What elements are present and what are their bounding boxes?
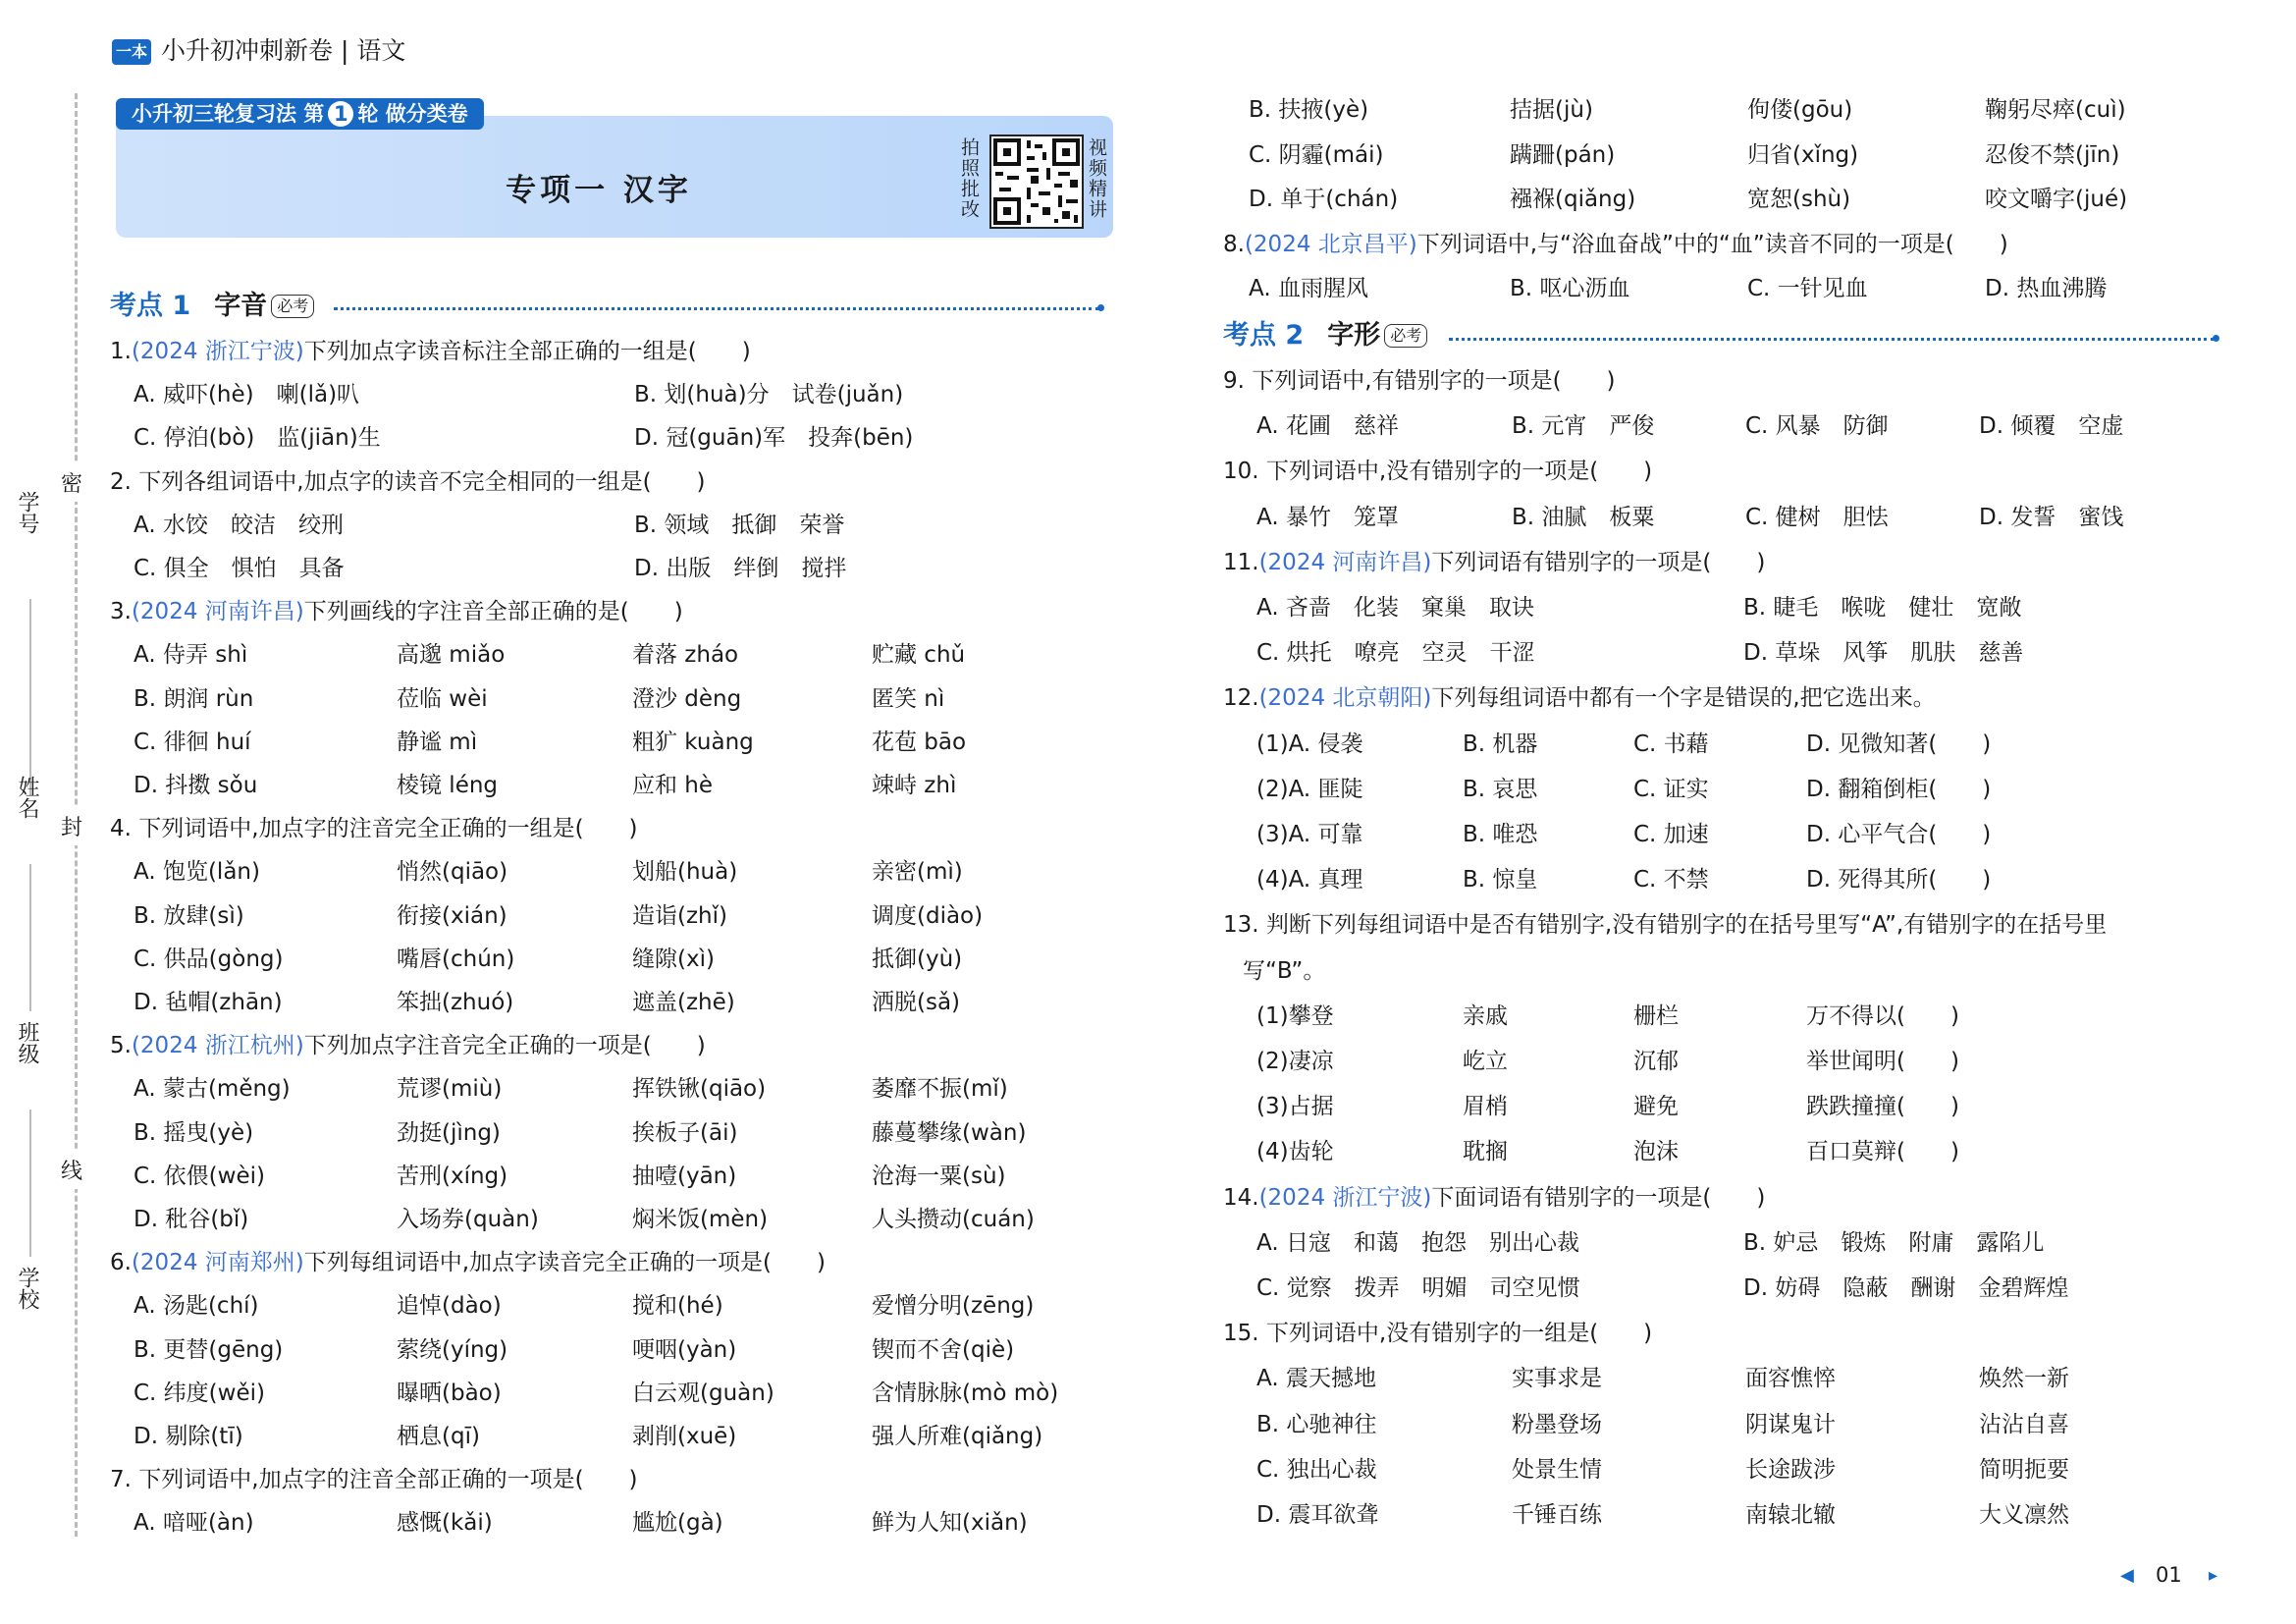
margin-label-school: 学校 xyxy=(15,1267,39,1310)
option-item: 造诣(zhǐ) xyxy=(632,902,727,929)
seal-char-2: 封 xyxy=(61,807,82,845)
option-item: 亲密(mì) xyxy=(872,859,963,886)
option-item: 沾沾自喜 xyxy=(1979,1411,2069,1437)
document-title: 小升初冲刺新卷 | 语文 xyxy=(161,36,406,65)
option-item: (3)A. 可靠 xyxy=(1256,822,1363,847)
option-item: 莅临 wèi xyxy=(397,685,488,712)
question-text: 下面词语有错别字的一项是( ) xyxy=(1431,1184,1766,1211)
kaodian-2-heading xyxy=(1223,316,1427,355)
option-pair: D. 出版 绊倒 搅拌 xyxy=(634,556,847,581)
question-text: 11. xyxy=(1223,549,1259,575)
option-item: 调度(diào) xyxy=(872,902,984,929)
option-item: 举世闻明( ) xyxy=(1806,1049,1959,1074)
seal-char-1: 密 xyxy=(61,463,82,502)
question-text: 5. xyxy=(110,1033,132,1059)
option-item: D. 毡帽(zhān) xyxy=(133,990,283,1015)
option-item: 藤蔓攀缘(wàn) xyxy=(872,1119,1027,1146)
question-text: 15. 下列词语中,没有错别字的一组是( ) xyxy=(1223,1321,1653,1347)
option-item: 眉梢 xyxy=(1463,1094,1508,1120)
option-item: 苦刑(xíng) xyxy=(397,1163,508,1189)
question-text: 3. xyxy=(110,599,132,625)
option-item: 追悼(dào) xyxy=(397,1293,502,1320)
option-item: 洒脱(sǎ) xyxy=(872,990,961,1015)
question-stem xyxy=(110,1030,706,1061)
question-text: 下列每组词语中都有一个字是错误的,把它选出来。 xyxy=(1431,685,1936,712)
option-item: B. 哀思 xyxy=(1463,776,1538,802)
option-item: A. 血雨腥风 xyxy=(1249,276,1368,301)
question-stem xyxy=(110,1464,638,1495)
option-item: B. 呕心沥血 xyxy=(1510,276,1630,301)
option-item: 静谧 mì xyxy=(397,729,478,755)
option-item: 粗犷 kuàng xyxy=(632,729,754,755)
option-item: A. 汤匙(chí) xyxy=(133,1293,259,1320)
option-item: D. 发誓 蜜饯 xyxy=(1979,504,2124,530)
option-item: 竦峙 zhì xyxy=(872,773,957,798)
kaodian-2-dot xyxy=(2213,335,2219,342)
option-item: (2)凄凉 xyxy=(1256,1049,1334,1074)
question-stem xyxy=(110,596,683,627)
option-item: D. 剔除(tī) xyxy=(133,1424,243,1449)
option-item: 白云观(guàn) xyxy=(632,1380,774,1406)
review-method-tag xyxy=(116,98,484,130)
question-stem xyxy=(1223,547,1765,578)
question-source: (2024 北京朝阳) xyxy=(1258,685,1432,712)
option-item: 忍俊不禁(jīn) xyxy=(1985,141,2120,168)
option-item: 佝偻(gōu) xyxy=(1747,97,1853,123)
option-item: C. 证实 xyxy=(1633,776,1709,802)
option-item: 萦绕(yíng) xyxy=(397,1336,508,1363)
option-pair: D. 草垛 风筝 肌肤 慈善 xyxy=(1743,640,2024,667)
option-item: 尴尬(gà) xyxy=(632,1510,723,1537)
option-item: 花苞 bāo xyxy=(872,729,967,755)
option-item: C. 徘徊 huí xyxy=(133,729,251,755)
option-item: 简明扼要 xyxy=(1979,1456,2069,1483)
option-item: B. 放肆(sì) xyxy=(133,902,244,929)
option-item: 栖息(qī) xyxy=(397,1424,480,1449)
qr-code-icon[interactable] xyxy=(989,135,1084,229)
brand-logo: 一本 xyxy=(112,39,151,65)
question-text: 14. xyxy=(1223,1184,1259,1211)
option-item: B. 朗润 rùn xyxy=(133,685,254,712)
option-item: 人头攒动(cuán) xyxy=(872,1207,1035,1232)
question-source: (2024 浙江宁波) xyxy=(1258,1184,1432,1211)
qr-note-left: 拍照批改 xyxy=(958,137,980,220)
question-text: 2. 下列各组词语中,加点字的读音不完全相同的一组是( ) xyxy=(110,468,706,495)
option-item: A. 饱览(lǎn) xyxy=(133,859,260,886)
round-number-badge: 1 xyxy=(328,101,353,127)
question-stem xyxy=(1223,1182,1765,1214)
option-item: D. 震耳欲聋 xyxy=(1256,1502,1379,1528)
kaodian-1-dot xyxy=(1097,304,1104,311)
qr-note-right: 视频精讲 xyxy=(1086,137,1107,220)
option-item: D. 死得其所( ) xyxy=(1806,867,1992,893)
option-item: 入场券(quàn) xyxy=(397,1207,539,1232)
option-item: C. 加速 xyxy=(1633,822,1709,847)
option-item: (4)齿轮 xyxy=(1256,1139,1334,1165)
option-item: 爱憎分明(zēng) xyxy=(872,1293,1035,1320)
option-item: 焖米饭(mèn) xyxy=(632,1207,769,1232)
option-item: 着落 zháo xyxy=(632,642,739,669)
option-item: (2)A. 匪陡 xyxy=(1256,776,1363,802)
option-item: C. 依偎(wèi) xyxy=(133,1163,265,1189)
margin-rule xyxy=(29,864,31,1011)
option-item: 棱镜 léng xyxy=(397,773,499,798)
option-item: 长途跋涉 xyxy=(1745,1456,1836,1483)
question-stem xyxy=(1223,229,2008,260)
option-item: 咬文嚼字(jué) xyxy=(1985,187,2128,212)
option-item: 跌跌撞撞( ) xyxy=(1806,1094,1959,1120)
option-item: (4)A. 真理 xyxy=(1256,867,1363,893)
option-item: 劲挺(jìng) xyxy=(397,1119,501,1146)
option-item: 匿笑 nì xyxy=(872,685,945,712)
option-item: 千锤百练 xyxy=(1512,1502,1602,1528)
option-item: (1)攀登 xyxy=(1256,1002,1334,1029)
option-item: 沧海一粟(sù) xyxy=(872,1163,1006,1189)
option-item: 亲戚 xyxy=(1463,1002,1508,1029)
question-text: 下列加点字读音标注全部正确的一组是( ) xyxy=(303,339,751,364)
question-text: 10. 下列词语中,没有错别字的一项是( ) xyxy=(1223,459,1653,485)
option-pair: B. 睫毛 喉咙 健壮 宽敞 xyxy=(1743,595,2022,621)
option-item: C. 书藉 xyxy=(1633,731,1709,757)
question-source: (2024 浙江宁波) xyxy=(131,339,304,364)
question-text: 4. 下列词语中,加点字的注音完全正确的一组是( ) xyxy=(110,816,638,842)
option-item: D. 抖擞 sǒu xyxy=(133,773,258,798)
question-text: 下列词语有错别字的一项是( ) xyxy=(1431,549,1766,575)
option-item: C. 不禁 xyxy=(1633,867,1709,893)
option-item: 贮藏 chǔ xyxy=(872,642,966,669)
option-item: 笨拙(zhuó) xyxy=(397,990,514,1015)
kaodian-name: 字形 xyxy=(1327,320,1381,351)
option-item: D. 翻箱倒柜( ) xyxy=(1806,776,1992,802)
option-item: B. 元宵 严俊 xyxy=(1512,413,1655,440)
option-item: B. 心驰神往 xyxy=(1256,1411,1377,1437)
option-item: (1)A. 侵袭 xyxy=(1256,731,1363,757)
option-item: 萎靡不振(mǐ) xyxy=(872,1076,1008,1103)
option-item: 粉墨登场 xyxy=(1512,1411,1602,1437)
option-item: 栅栏 xyxy=(1633,1002,1679,1029)
option-pair: D. 妨碍 隐蔽 酬谢 金碧辉煌 xyxy=(1743,1275,2069,1301)
option-item: 阴谋鬼计 xyxy=(1745,1411,1836,1437)
question-source: (2024 河南许昌) xyxy=(1258,549,1432,575)
question-text: 下列词语中,与“浴血奋战”中的“血”读音不同的一项是( ) xyxy=(1416,231,2008,257)
option-item: 鲜为人知(xiǎn) xyxy=(872,1510,1028,1537)
option-item: 百口莫辩( ) xyxy=(1806,1139,1959,1165)
margin-rule xyxy=(29,599,31,795)
option-item: C. 健树 胆怯 xyxy=(1745,504,1889,530)
option-pair: C. 俱全 惧怕 具备 xyxy=(133,556,345,581)
option-item: 沉郁 xyxy=(1633,1049,1679,1074)
option-item: 蹒跚(pán) xyxy=(1510,141,1616,168)
option-item: 剥削(xuē) xyxy=(632,1424,737,1449)
option-item: C. 一针见血 xyxy=(1747,276,1868,301)
margin-rule xyxy=(29,1110,31,1257)
option-item: 应和 hè xyxy=(632,773,714,798)
option-item: 实事求是 xyxy=(1512,1366,1602,1392)
option-pair: B. 妒忌 锻炼 附庸 露陷儿 xyxy=(1743,1229,2045,1256)
page-number: 01 xyxy=(2156,1563,2182,1587)
question-stem xyxy=(110,1247,826,1278)
option-item: 荒谬(miù) xyxy=(397,1076,503,1103)
option-item: 襁褓(qiǎng) xyxy=(1510,187,1636,212)
option-item: B. 更替(gēng) xyxy=(133,1336,284,1363)
option-pair: A. 威吓(hè) 喇(lǎ)叭 xyxy=(133,382,360,408)
question-text: 12. xyxy=(1223,685,1259,712)
option-item: 衔接(xián) xyxy=(397,902,507,929)
option-item: 澄沙 dèng xyxy=(632,685,742,712)
question-text: 下列加点字注音完全正确的一项是( ) xyxy=(303,1033,706,1059)
option-item: A. 花圃 慈祥 xyxy=(1256,413,1399,440)
option-item: 抽噎(yān) xyxy=(632,1163,737,1189)
option-item: 鞠躬尽瘁(cuì) xyxy=(1985,97,2126,123)
question-text: 8. xyxy=(1223,231,1245,257)
must-test-badge: 必考 xyxy=(271,295,314,318)
option-item: 屹立 xyxy=(1463,1049,1508,1074)
option-item: D. 热血沸腾 xyxy=(1985,276,2108,301)
question-stem xyxy=(1223,456,1652,487)
option-item: C. 阴霾(mái) xyxy=(1249,141,1384,168)
option-item: 处景生情 xyxy=(1512,1456,1602,1483)
option-item: 缝隙(xì) xyxy=(632,946,715,972)
option-pair: D. 冠(guān)军 投奔(bēn) xyxy=(634,425,914,452)
option-item: C. 纬度(wěi) xyxy=(133,1380,265,1406)
option-item: D. 秕谷(bǐ) xyxy=(133,1207,249,1232)
kaodian-2-rule xyxy=(1449,338,2215,341)
option-item: D. 单于(chán) xyxy=(1249,187,1399,212)
question-text: 13. 判断下列每组词语中是否有错别字,没有错别字的在括号里写“A”,有错别字的在括号里 xyxy=(1223,912,2108,939)
option-item: 万不得以( ) xyxy=(1806,1002,1959,1029)
option-item: B. 摇曳(yè) xyxy=(133,1119,254,1146)
option-item: D. 见微知著( ) xyxy=(1806,731,1992,757)
question-stem xyxy=(1223,1318,1652,1349)
kaodian-number: 考点 2 xyxy=(1223,320,1305,351)
option-item: 归省(xǐng) xyxy=(1747,141,1859,168)
question-stem-continued: 写“B”。 xyxy=(1243,957,1326,984)
question-source: (2024 河南许昌) xyxy=(131,599,304,625)
option-item: 嘴唇(chún) xyxy=(397,946,515,972)
prev-page-icon[interactable]: ◀ xyxy=(2120,1565,2134,1586)
option-item: 耽搁 xyxy=(1463,1139,1508,1165)
option-pair: C. 觉察 拨弄 明媚 司空见惯 xyxy=(1256,1275,1580,1301)
option-item: 高邈 miǎo xyxy=(397,642,506,669)
option-item: 感慨(kǎi) xyxy=(397,1510,493,1537)
option-item: 宽恕(shù) xyxy=(1747,187,1851,212)
next-page-icon[interactable]: ▸ xyxy=(2209,1565,2218,1586)
option-item: 面容憔悴 xyxy=(1745,1366,1836,1392)
question-text: 6. xyxy=(110,1250,132,1276)
question-text: 9. 下列词语中,有错别字的一项是( ) xyxy=(1223,368,1616,394)
option-item: 避免 xyxy=(1633,1094,1679,1120)
must-test-badge: 必考 xyxy=(1384,324,1427,348)
question-text: 1. xyxy=(110,339,132,364)
question-source: (2024 河南郑州) xyxy=(131,1250,304,1276)
option-item: 拮据(jù) xyxy=(1510,97,1593,123)
option-item: A. 暴竹 笼罩 xyxy=(1256,504,1399,530)
margin-label-student-id: 学号 xyxy=(15,491,39,534)
option-item: C. 风暴 防御 xyxy=(1745,413,1889,440)
option-pair: C. 停泊(bò) 监(jiān)生 xyxy=(133,425,381,452)
option-item: 泡沫 xyxy=(1633,1139,1679,1165)
question-text: 下列画线的字注音全部正确的是( ) xyxy=(303,599,683,625)
option-item: 挥铁锹(qiāo) xyxy=(632,1076,767,1103)
option-item: A. 侍弄 shì xyxy=(133,642,248,669)
question-stem xyxy=(110,336,751,367)
question-stem xyxy=(1223,682,1936,714)
option-item: 强人所难(qiǎng) xyxy=(872,1424,1043,1449)
option-item: A. 蒙古(měng) xyxy=(133,1076,291,1103)
option-item: 大义凛然 xyxy=(1979,1502,2069,1528)
section-title: 专项一 汉字 xyxy=(506,173,692,208)
option-pair: C. 烘托 嘹亮 空灵 干涩 xyxy=(1256,640,1535,667)
option-item: 南辕北辙 xyxy=(1745,1502,1836,1528)
option-item: 含情脉脉(mò mò) xyxy=(872,1380,1059,1406)
option-item: B. 机器 xyxy=(1463,731,1538,757)
option-item: 划船(huà) xyxy=(632,859,738,886)
option-pair: B. 领域 抵御 荣誉 xyxy=(634,512,845,538)
option-pair: A. 吝啬 化装 窠巢 取诀 xyxy=(1256,595,1534,621)
option-pair: B. 划(huà)分 试卷(juǎn) xyxy=(634,382,904,408)
seal-char-3: 线 xyxy=(61,1151,82,1189)
option-item: (3)占据 xyxy=(1256,1094,1334,1120)
question-text: 下列每组词语中,加点字读音完全正确的一项是( ) xyxy=(303,1250,827,1276)
option-item: B. 惊皇 xyxy=(1463,867,1538,893)
option-item: 焕然一新 xyxy=(1979,1366,2069,1392)
option-item: D. 倾覆 空虚 xyxy=(1979,413,2124,440)
option-item: C. 独出心裁 xyxy=(1256,1456,1377,1483)
option-item: B. 扶掖(yè) xyxy=(1249,97,1369,123)
margin-label-class: 班级 xyxy=(15,1021,39,1064)
option-item: 哽咽(yàn) xyxy=(632,1336,737,1363)
question-stem xyxy=(1223,909,2107,941)
question-text: 7. 下列词语中,加点字的注音全部正确的一项是( ) xyxy=(110,1467,638,1493)
option-item: B. 唯恐 xyxy=(1463,822,1538,847)
option-item: C. 供品(gòng) xyxy=(133,946,284,972)
kaodian-1-heading xyxy=(110,287,314,326)
option-item: 搅和(hé) xyxy=(632,1293,723,1320)
question-stem xyxy=(110,466,706,498)
margin-label-name: 姓名 xyxy=(15,776,39,819)
question-stem xyxy=(1223,365,1616,397)
option-item: D. 心平气合( ) xyxy=(1806,822,1992,847)
option-item: B. 油腻 板粟 xyxy=(1512,504,1655,530)
option-item: 悄然(qiāo) xyxy=(397,859,508,886)
option-pair: A. 水饺 皎洁 绞刑 xyxy=(133,512,344,538)
tag-text-b: 轮 做分类卷 xyxy=(357,102,468,126)
kaodian-number: 考点 1 xyxy=(110,291,191,321)
question-source: (2024 北京昌平) xyxy=(1244,231,1417,257)
option-item: 抵御(yù) xyxy=(872,946,963,972)
tag-text-a: 小升初三轮复习法 第 xyxy=(132,102,325,126)
kaodian-1-rule xyxy=(334,307,1099,310)
option-item: 曝晒(bào) xyxy=(397,1380,502,1406)
option-item: 遮盖(zhē) xyxy=(632,990,735,1015)
option-item: 锲而不舍(qiè) xyxy=(872,1336,1015,1363)
option-item: A. 震天撼地 xyxy=(1256,1366,1376,1392)
question-source: (2024 浙江杭州) xyxy=(131,1033,304,1059)
question-stem xyxy=(110,813,638,844)
kaodian-name: 字音 xyxy=(214,291,268,321)
option-item: 挨板子(āi) xyxy=(632,1119,738,1146)
option-pair: A. 日寇 和蔼 抱怨 别出心裁 xyxy=(1256,1229,1579,1256)
option-item: A. 喑哑(àn) xyxy=(133,1510,254,1537)
